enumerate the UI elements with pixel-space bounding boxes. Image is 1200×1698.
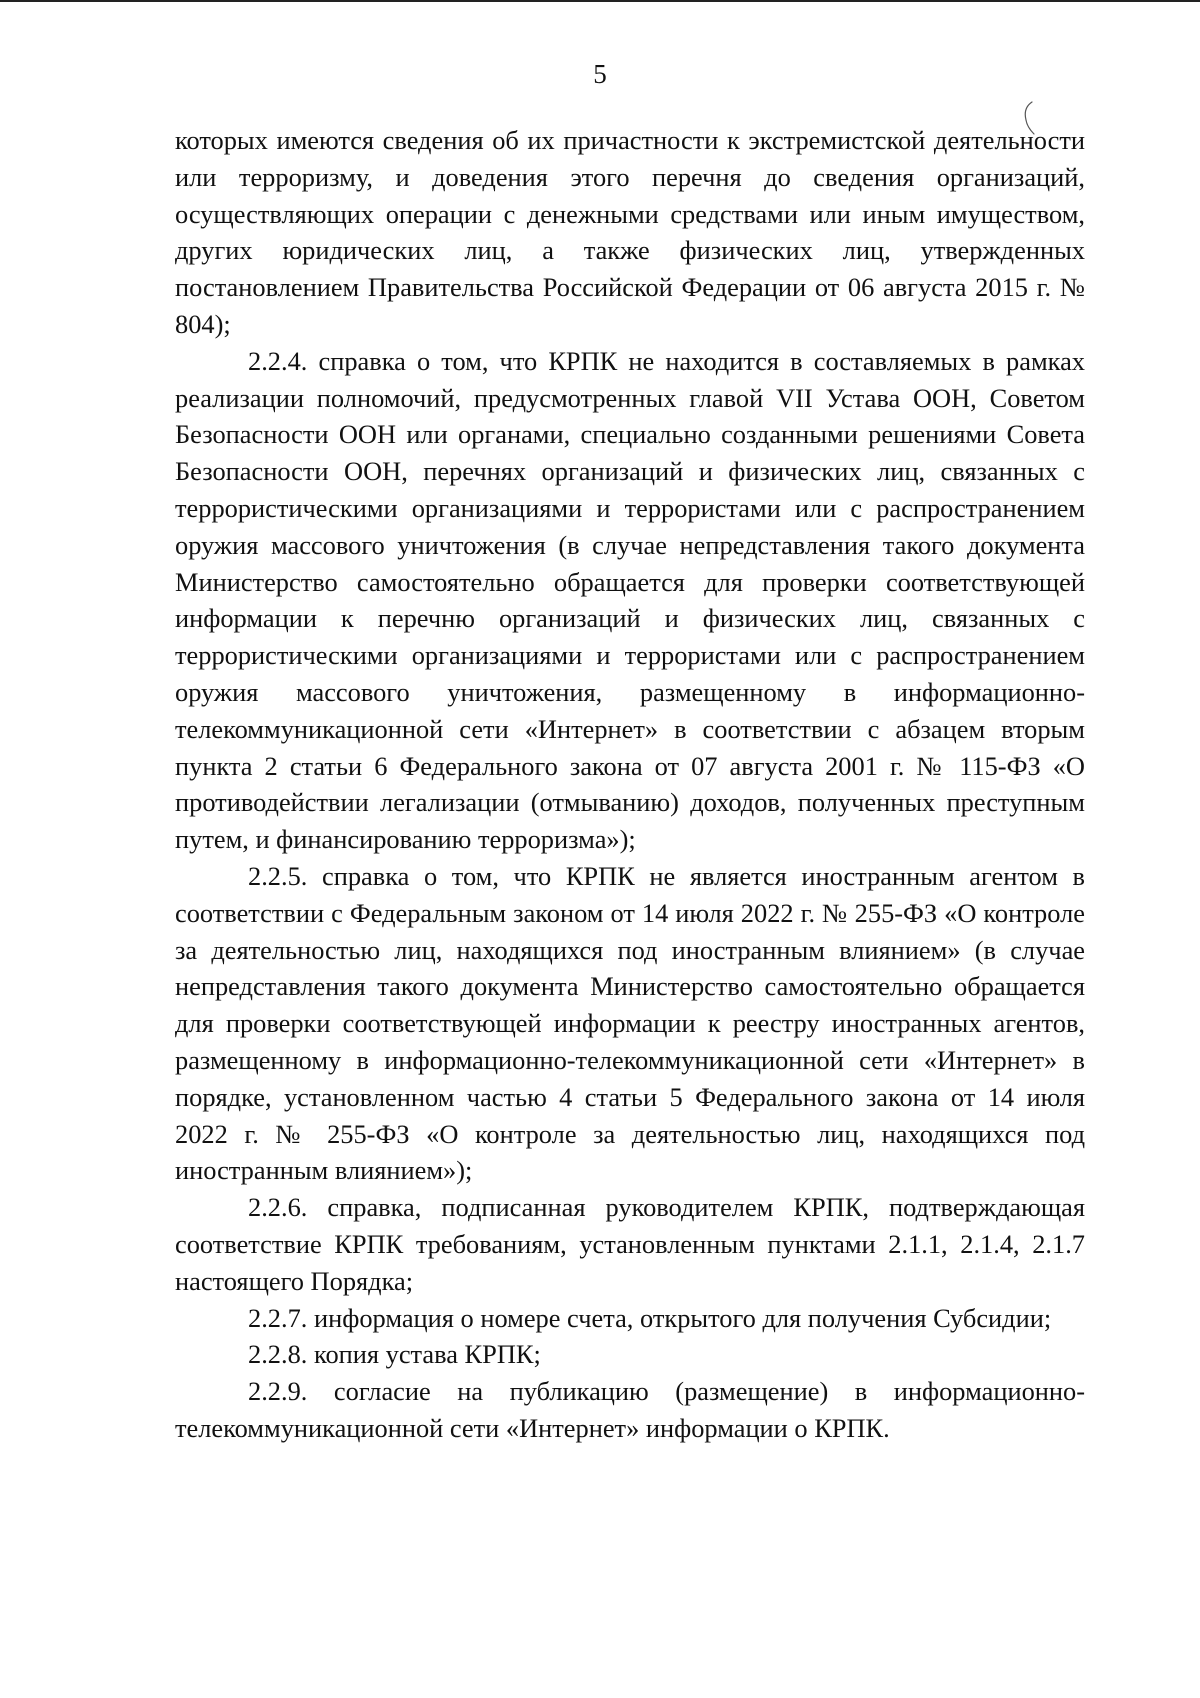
paragraph-2-2-4: 2.2.4. справка о том, что КРПК не находится в составляемых в рамках реализации полномочий, предусмотренных главой VII Устава ООН, Советом Безопасности ООН или органами, специально созданными решениями Совета Безопасности ООН, перечнях организаций и физических лиц, связанных с террористическими организациями и террористами или с распространением оружия массового уничтожения (в случае непредставления такого документа Министерство самостоятельно обращается для проверки соответствующей информации к перечню организаций и физических лиц, связанных с террористическими организациями и террористами или с распространением оружия массового уничтожения, размещенному в информационно-телекоммуникационной сети «Интернет» в соответствии с абзацем вторым пункта 2 статьи 6 Федерального закона от 07 августа 2001 г. № 115-ФЗ «О противодействии легализации (отмыванию) доходов, полученных преступным путем, и финансированию терроризма»); [175,345,1085,855]
paragraph-2-2-5: 2.2.5. справка о том, что КРПК не является иностранным агентом в соответствии с Федеральным законом от 14 июля 2022 г. № 255-ФЗ «О контроле за деятельностью лиц, находящихся под иностранным влиянием» (в случае непредставления такого документа Министерство самостоятельно обращается для проверки соответствующей информации к реестру иностранных агентов, размещенному в информационно-телекоммуникационной сети «Интернет» в порядке, установленном частью 4 статьи 5 Федерального закона от 14 июля 2022 г. № 255-ФЗ «О контроле за деятельностью лиц, находящихся под иностранным влиянием»); [175,860,1085,1186]
paragraph-2-2-6: 2.2.6. справка, подписанная руководителем КРПК, подтверждающая соответствие КРПК требованиям, установленным пунктами 2.1.1, 2.1.4, 2.1.7 настоящего Порядка; [175,1192,1085,1296]
paragraph-2-2-9: 2.2.9. согласие на публикацию (размещение) в информационно-телекоммуникационной сети «Интернет» информации о КРПК. [175,1376,1085,1443]
page-top-edge [0,0,1200,2]
document-body [175,122,1085,1447]
paragraph-continuation: которых имеются сведения об их причастности к экстремистской деятельности или терроризму, и доведения этого перечня до сведения организаций, осуществляющих операции с денежными средствами или иным имуществом, других юридических лиц, а также физических лиц, утвержденных постановлением Правительства Российской Федерации от 06 августа 2015 г. № 804); [175,125,1085,339]
paragraph-2-2-7: 2.2.7. информация о номере счета, открытого для получения Субсидии; [248,1302,1052,1333]
paragraph-2-2-8: 2.2.8. копия устава КРПК; [248,1339,541,1370]
page-number: 5 [593,59,607,89]
